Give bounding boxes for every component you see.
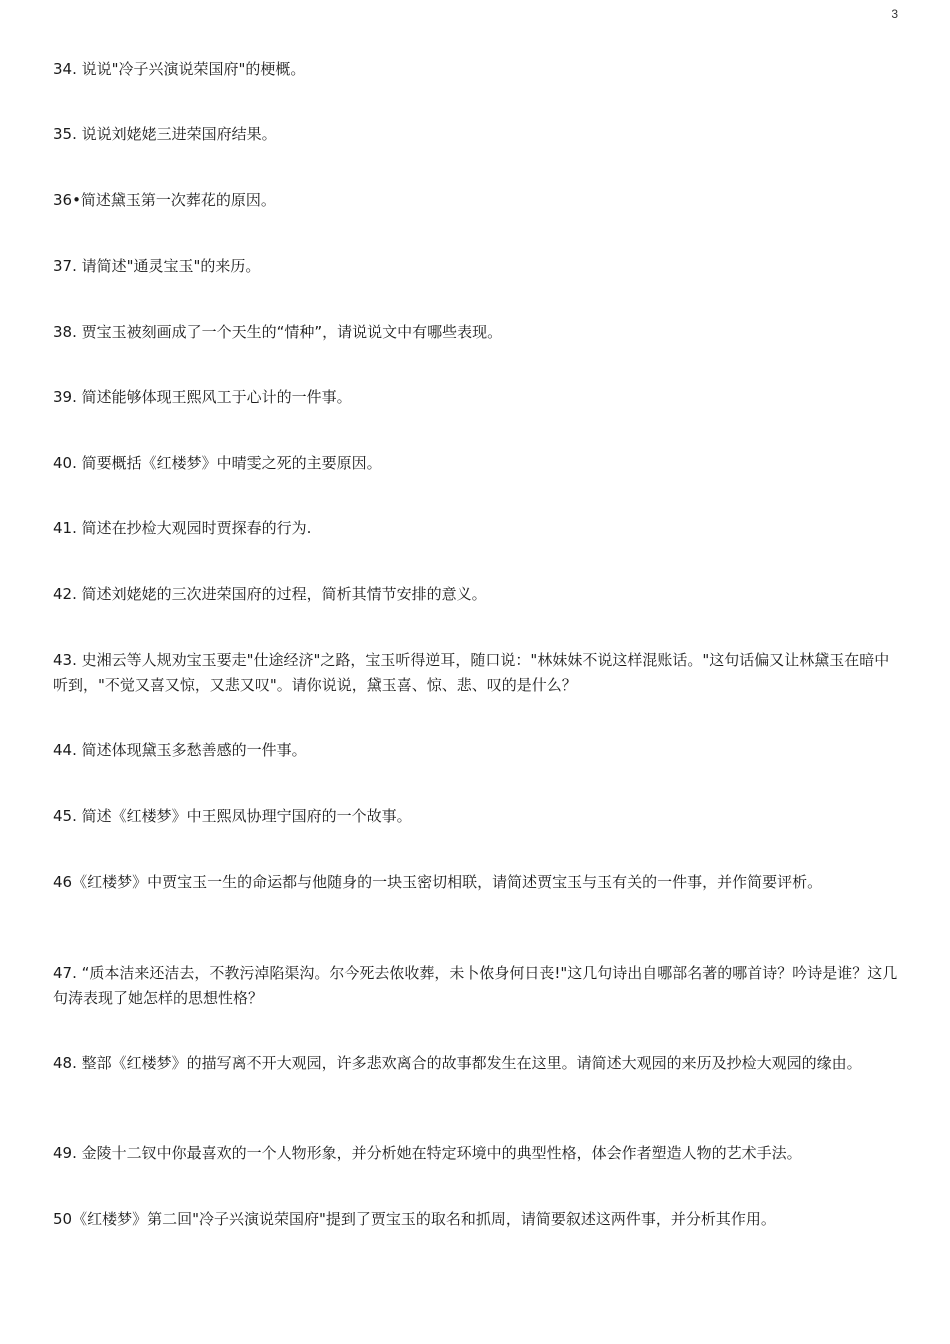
question-42: 42. 简述刘姥姥的三次进荣国府的过程，简析其情节安排的意义。 [53, 585, 487, 603]
question-36: 36•简述黛玉第一次葬花的原因。 [53, 191, 276, 209]
question-37: 37. 请简述"通灵宝玉"的来历。 [53, 257, 261, 275]
question-46: 46《红楼梦》中贾宝玉一生的命运都与他随身的一块玉密切相联，请简述贾宝玉与玉有关的一件事，并作简要评析。 [53, 873, 823, 891]
question-48: 48. 整部《红楼梦》的描写离不开大观园，许多悲欢离合的故事都发生在这里。请简述大观园的来历及抄检大观园的缘由。 [53, 1054, 862, 1072]
question-40: 40. 简要概括《红楼梦》中晴雯之死的主要原因。 [53, 454, 382, 472]
question-49: 49. 金陵十二钗中你最喜欢的一个人物形象，并分析她在特定环境中的典型性格，体会作者塑造人物的艺术手法。 [53, 1144, 802, 1162]
question-39: 39. 简述能够体现王熙风工于心计的一件事。 [53, 388, 352, 406]
question-45: 45. 简述《红楼梦》中王熙凤协理宁国府的一个故事。 [53, 807, 412, 825]
question-44: 44. 简述体现黛玉多愁善感的一件事。 [53, 741, 307, 759]
question-38: 38. 贾宝玉被刻画成了一个天生的“情种”，请说说文中有哪些表现。 [53, 323, 503, 341]
question-50: 50《红楼梦》第二回"冷子兴演说荣国府"提到了贾宝玉的取名和抓周，请简要叙述这两件事，并分析其作用。 [53, 1210, 776, 1228]
question-35: 35. 说说刘姥姥三进荣国府结果。 [53, 125, 277, 143]
question-41: 41. 简述在抄检大观园时贾探春的行为. [53, 519, 312, 537]
page-number: 3 [891, 7, 898, 21]
question-34: 34. 说说"冷子兴演说荣国府"的梗概。 [53, 60, 306, 78]
question-47: 47. “质本洁来还洁去，不教污淖陷渠沟。尔今死去侬收葬，未卜侬身何日丧!"这几句诗出自哪部名著的哪首诗？吟诗是谁？这几句涛表现了她怎样的思想性格？ [53, 964, 898, 1007]
question-43: 43. 史湘云等人规劝宝玉要走"仕途经济"之路，宝玉听得逆耳，随口说："林妹妹不说这样混账话。"这句话偏又让林黛玉在暗中听到，"不觉又喜又惊，又悲又叹"。请你说说，黛玉喜、惊、悲、叹的是什么？ [53, 651, 890, 694]
